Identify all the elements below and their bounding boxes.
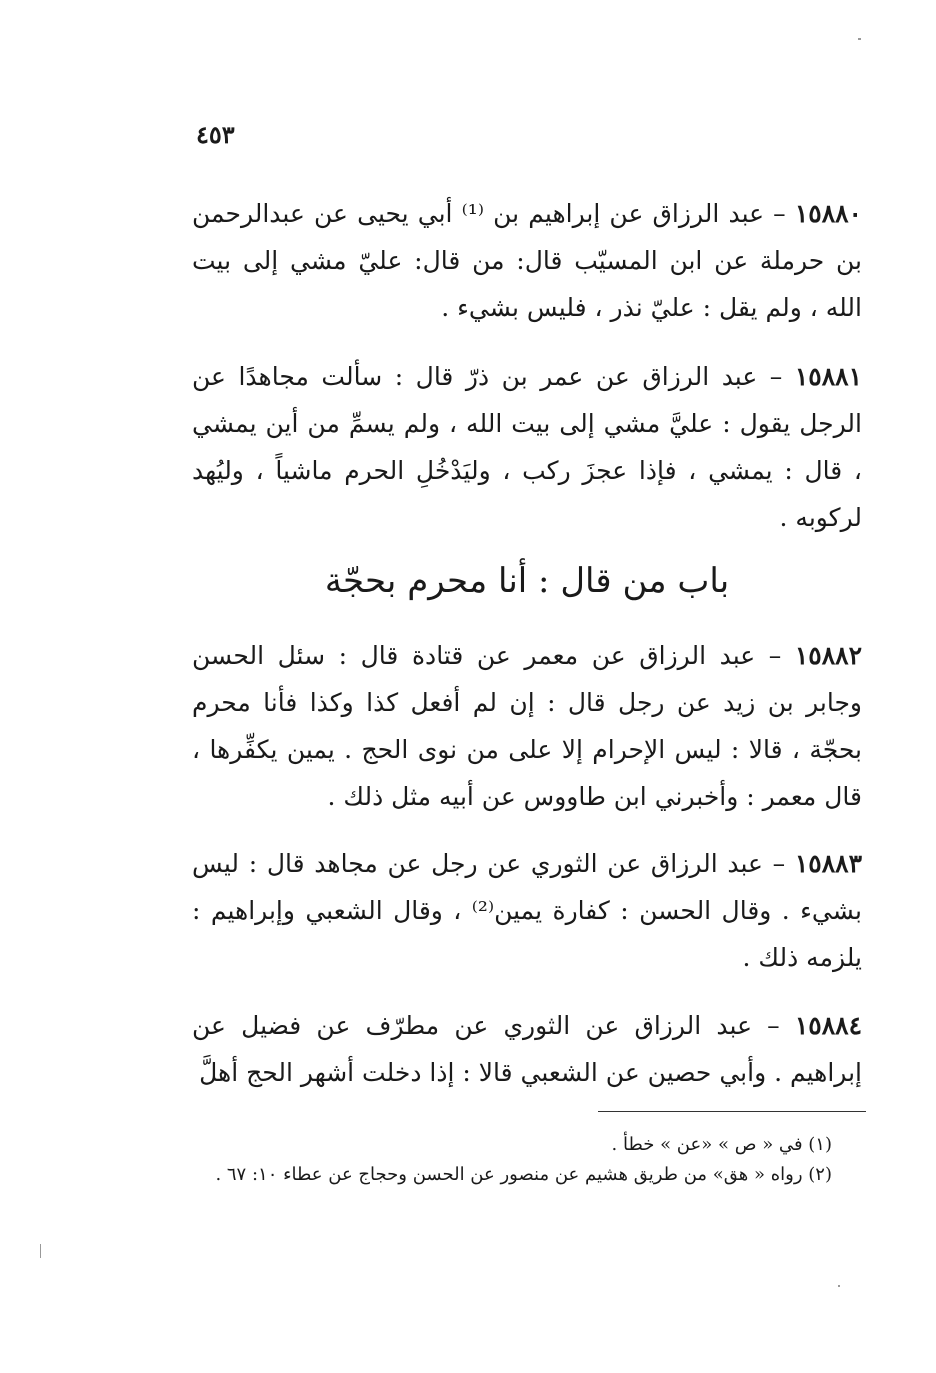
hadith-paragraph-15882 [192, 632, 862, 820]
scan-speck [838, 1285, 840, 1287]
footnote-1: (١) في « ص » «عن » خطأ . [611, 1134, 832, 1155]
hadith-text: – عبد الرزاق عن معمر عن قتادة قال : سئل الحسن وجابر بن زيد عن رجل قال : إن لم أفعل كذا وكذا فأنا محرم بحجّة ، قالا : ليس الإحرام إلا على من نوى الحج . يمين يكفِّرها ، قال معمر : وأخبرني ابن طاووس عن أبيه مثل ذلك . [192, 641, 862, 811]
hadith-text: – عبد الرزاق عن إبراهيم بن ⁽¹⁾ أبي يحيى عن عبدالرحمن بن حرملة عن ابن المسيّب قال: من قال: عليّ مشي إلى بيت الله ، ولم يقل : عليّ نذر ، فليس بشيء . [192, 199, 862, 322]
hadith-number: ١٥٨٨٤ [794, 1011, 862, 1040]
hadith-paragraph-15881 [192, 353, 862, 541]
scan-speck [858, 38, 861, 40]
hadith-text: – عبد الرزاق عن الثوري عن مطرّف عن فضيل عن إبراهيم . وأبي حصين عن الشعبي قالا : إذا دخلت أشهر الحج أهلَّ [192, 1011, 862, 1087]
hadith-paragraph [192, 632, 862, 820]
footnotes [192, 1130, 832, 1190]
page-number: ٤٥٣ [196, 120, 235, 149]
hadith-number: ١٥٨٨٣ [794, 849, 862, 878]
hadith-number: ١٥٨٨١ [794, 362, 862, 391]
hadith-paragraph [192, 353, 862, 541]
hadith-paragraph [192, 840, 862, 981]
hadith-number: ١٥٨٨٢ [794, 641, 862, 670]
hadith-paragraph-15883 [192, 840, 862, 981]
hadith-paragraph [192, 1002, 862, 1096]
hadith-paragraph-15884 [192, 1002, 862, 1096]
footnote-separator [598, 1111, 866, 1112]
chapter-heading: باب من قال : أنا محرم بحجّة [324, 561, 730, 601]
hadith-text: – عبد الرزاق عن عمر بن ذرّ قال : سألت مجاهدًا عن الرجل يقول : عليَّ مشي إلى بيت الله ، ولم يسمِّ من أين يمشي ، قال : يمشي ، فإذا عجزَ ركب ، وليَدْخُلِ الحرم ماشياً ، وليُهد لركوبه . [192, 362, 862, 532]
hadith-text: – عبد الرزاق عن الثوري عن رجل عن مجاهد قال : ليس بشيء . وقال الحسن : كفارة يمين⁽²⁾ ، وقال الشعبي وإبراهيم : يلزمه ذلك . [192, 849, 862, 972]
hadith-paragraph-15880 [192, 190, 862, 331]
hadith-number: ١٥٨٨٠ [794, 199, 862, 228]
hadith-paragraph [192, 190, 862, 331]
scan-speck [40, 1244, 41, 1258]
footnote-2: (٢) رواه « هق» من طريق هشيم عن منصور عن الحسن وحجاج عن عطاء ١٠: ٦٧ . [215, 1164, 832, 1185]
